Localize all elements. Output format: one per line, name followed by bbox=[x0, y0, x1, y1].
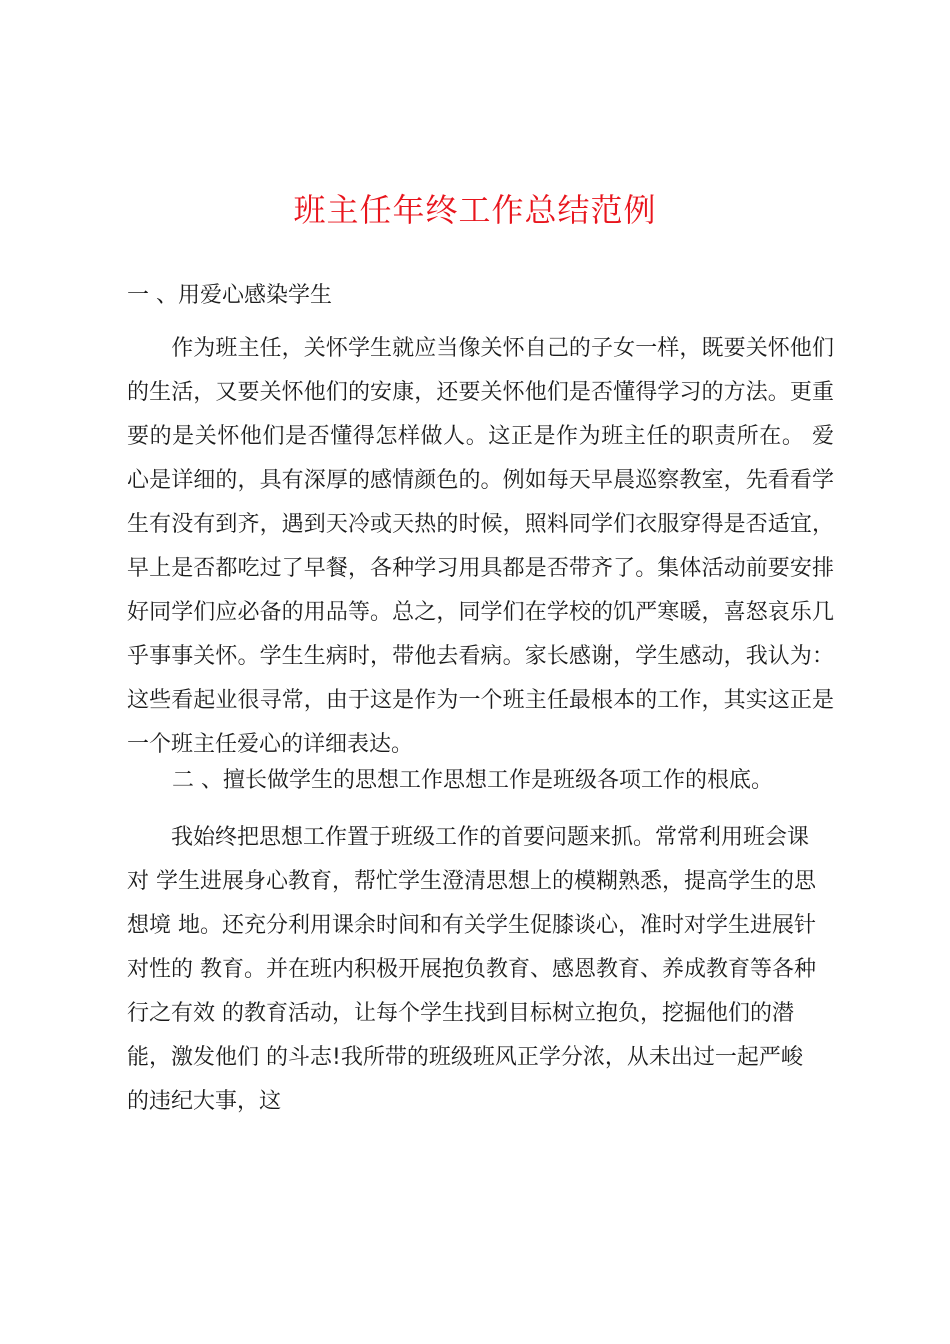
paragraph-line: 的生活，又要关怀他们的安康，还要关怀他们是否懂得学习的方法。更重 bbox=[127, 380, 834, 405]
paragraph-line: 一个班主任爱心的详细表达。 bbox=[127, 732, 414, 757]
document-title: 班主任年终工作总结范例 bbox=[293, 191, 657, 229]
paragraph-line: 生有没有到齐，遇到天冷或天热的时候，照料同学们衣服穿得是否适宜， bbox=[127, 512, 834, 537]
paragraph-line: 的违纪大事，这 bbox=[127, 1089, 282, 1114]
paragraph-line: 早上是否都吃过了早餐，各种学习用具都是否带齐了。集体活动前要安排 bbox=[127, 556, 834, 581]
paragraph-line: 想境 地。还充分利用课余时间和有关学生促膝谈心，准时对学生进展针 bbox=[127, 913, 816, 938]
paragraph-line: 要的是关怀他们是否懂得怎样做人。这正是作为班主任的职责所在。 爱 bbox=[127, 424, 834, 449]
paragraph-line: 我始终把思想工作置于班级工作的首要问题来抓。常常利用班会课 bbox=[127, 825, 810, 850]
paragraph-line: 对 学生进展身心教育，帮忙学生澄清思想上的模糊熟悉，提高学生的思 bbox=[127, 869, 816, 894]
paragraph-line: 这些看起业很寻常，由于这是作为一个班主任最根本的工作，其实这正是 bbox=[127, 688, 834, 713]
section-1-paragraph bbox=[127, 327, 834, 767]
paragraph-line: 心是详细的，具有深厚的感情颜色的。例如每天早晨巡察教室，先看看学 bbox=[127, 468, 834, 493]
paragraph-line: 好同学们应必备的用品等。总之，同学们在学校的饥严寒暖，喜怒哀乐几 bbox=[127, 600, 834, 625]
paragraph-line: 对性的 教育。并在班内积极开展抱负教育、感恩教育、养成教育等各种 bbox=[127, 957, 816, 982]
paragraph-line: 作为班主任，关怀学生就应当像关怀自己的子女一样，既要关怀他们 bbox=[127, 336, 834, 361]
paragraph-line: 乎事事关怀。学生生病时，带他去看病。家长感谢，学生感动，我认为： bbox=[127, 644, 834, 669]
section-heading-1: 一 、用爱心感染学生 bbox=[127, 283, 332, 308]
paragraph-line: 行之有效 的教育活动，让每个学生找到目标树立抱负，挖掘他们的潜 bbox=[127, 1001, 794, 1026]
section-heading-2: 二 、擅长做学生的思想工作思想工作是班级各项工作的根底。 bbox=[172, 768, 773, 793]
paragraph-line: 能，激发他们 的斗志!我所带的班级班风正学分浓，从未出过一起严峻 bbox=[127, 1045, 803, 1070]
section-2-paragraph bbox=[127, 816, 834, 1124]
